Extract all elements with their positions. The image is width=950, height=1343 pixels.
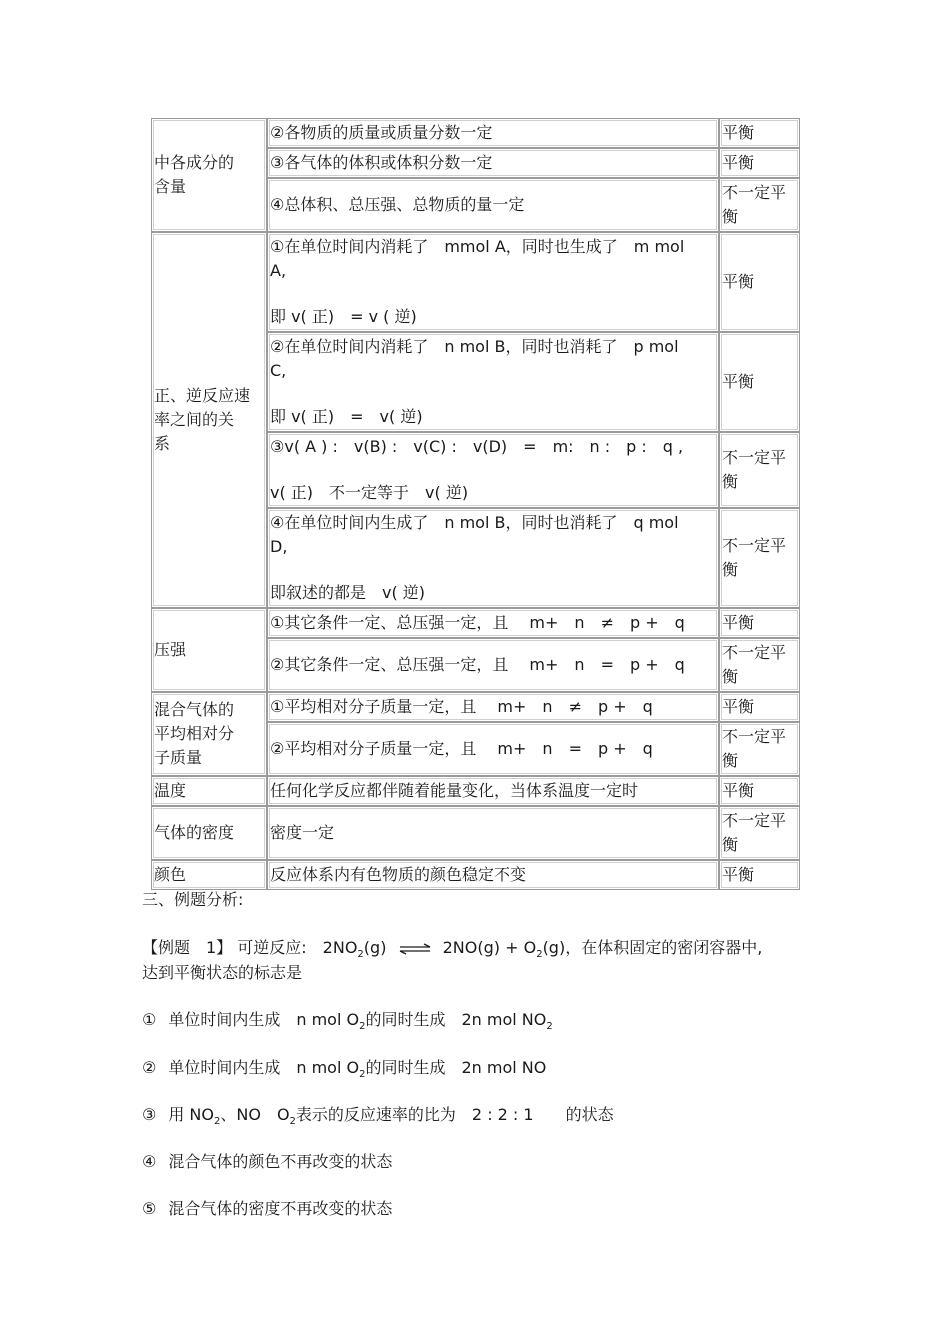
example-lead-sub: 2	[357, 949, 364, 961]
item-tail: 的同时生成 2n mol NO	[365, 1010, 547, 1029]
condition-line: 即叙述的都是 v( 逆)	[270, 583, 426, 602]
item-tail-sub: 2	[289, 1116, 296, 1128]
condition-cell	[267, 860, 719, 890]
condition-line: ③各气体的体积或体积分数一定	[270, 153, 493, 172]
category-line: 正、逆反应速	[154, 386, 251, 405]
example-products: 2NO(g) + O	[442, 938, 537, 957]
condition-line: A,	[270, 261, 287, 280]
category-line: 系	[154, 434, 171, 453]
condition-line: ③v( A ) : v(B) : v(C) : v(D) = m: n : p : q ,	[270, 437, 684, 456]
category-cell	[151, 232, 267, 608]
condition-cell	[267, 232, 719, 332]
result-line: 平衡	[722, 613, 755, 632]
section-heading: 三、例题分析:	[142, 890, 244, 909]
category-line: 压强	[154, 640, 187, 659]
result-line: 衡	[722, 751, 739, 770]
condition-cell	[267, 692, 719, 722]
result-cell	[719, 776, 800, 806]
condition-cell	[267, 722, 719, 776]
item-number: ③	[142, 1105, 157, 1124]
condition-line: v( 正) 不一定等于 v( 逆)	[270, 483, 469, 502]
category-cell	[151, 776, 267, 806]
result-line: 衡	[722, 835, 739, 854]
example-lead-tail: (g)	[363, 938, 387, 957]
category-cell	[151, 692, 267, 776]
result-cell	[719, 692, 800, 722]
result-line: 不一定平	[722, 183, 787, 202]
result-line: 平衡	[722, 123, 755, 142]
table-row	[151, 232, 800, 332]
result-cell	[719, 638, 800, 692]
category-line: 率之间的关	[154, 410, 235, 429]
condition-line: 反应体系内有色物质的颜色稳定不变	[270, 865, 527, 884]
result-line: 衡	[722, 667, 739, 686]
item-sub: 2	[359, 1069, 366, 1081]
category-line: 温度	[154, 781, 187, 800]
category-line: 中各成分的	[154, 153, 235, 172]
condition-line: ①在单位时间内消耗了 mmol A，同时也生成了 m mol	[270, 237, 685, 256]
example-products-sub: 2	[536, 949, 543, 961]
item-number: ⑤	[142, 1199, 157, 1218]
condition-line: ②各物质的质量或质量分数一定	[270, 123, 493, 142]
item-tail-sub: 2	[546, 1021, 553, 1033]
example-item	[142, 1007, 553, 1040]
category-line: 气体的密度	[154, 823, 235, 842]
condition-cell	[267, 508, 719, 608]
result-cell	[719, 806, 800, 860]
table-row	[151, 860, 800, 890]
item-rest: 表示的反应速率的比为 2 : 2 : 1 的状态	[295, 1105, 614, 1124]
condition-cell	[267, 178, 719, 232]
table-body	[151, 118, 800, 890]
result-cell	[719, 722, 800, 776]
result-line: 不一定平	[722, 536, 787, 555]
result-cell	[719, 860, 800, 890]
item-tail: 的同时生成 2n mol NO	[365, 1058, 547, 1077]
condition-line: D,	[270, 537, 288, 556]
item-sub: 2	[214, 1116, 221, 1128]
reversible-arrow-icon	[398, 943, 432, 955]
example-label: 【例题 1】	[142, 938, 233, 957]
item-text: 用 NO	[168, 1105, 214, 1124]
result-line: 平衡	[722, 153, 755, 172]
result-line: 不一定平	[722, 811, 787, 830]
example-1-line2: 达到平衡状态的标志是	[142, 963, 303, 982]
condition-cell	[267, 608, 719, 638]
result-cell	[719, 232, 800, 332]
item-number: ①	[142, 1010, 157, 1029]
result-line: 不一定平	[722, 643, 787, 662]
table-row	[151, 118, 800, 148]
item-number: ②	[142, 1058, 157, 1077]
category-cell	[151, 860, 267, 890]
example-item	[142, 1196, 392, 1222]
table-row	[151, 608, 800, 638]
result-line: 平衡	[722, 272, 755, 291]
item-text: 混合气体的颜色不再改变的状态	[168, 1152, 393, 1171]
condition-line: ②其它条件一定、总压强一定，且 m+ n = p + q	[270, 655, 685, 674]
condition-line: ②在单位时间内消耗了 n mol B，同时也消耗了 p mol	[270, 337, 679, 356]
result-line: 平衡	[722, 372, 755, 391]
result-line: 衡	[722, 207, 739, 226]
category-line: 含量	[154, 177, 187, 196]
category-line: 平均相对分	[154, 724, 235, 743]
category-cell	[151, 806, 267, 860]
condition-line: ④总体积、总压强、总物质的量一定	[270, 195, 525, 214]
condition-cell	[267, 148, 719, 178]
table-row	[151, 776, 800, 806]
result-line: 不一定平	[722, 727, 787, 746]
result-line: 衡	[722, 560, 739, 579]
result-line: 平衡	[722, 697, 755, 716]
condition-line: C,	[270, 361, 287, 380]
result-cell	[719, 148, 800, 178]
category-cell	[151, 118, 267, 232]
example-lead: 可逆反应: 2NO	[237, 938, 358, 957]
category-cell	[151, 608, 267, 692]
item-text: 单位时间内生成 n mol O	[168, 1010, 360, 1029]
condition-line: ①平均相对分子质量一定，且 m+ n ≠ p + q	[270, 697, 653, 716]
result-line: 平衡	[722, 865, 755, 884]
condition-line: ④在单位时间内生成了 n mol B，同时也消耗了 q mol	[270, 513, 679, 532]
condition-line: ①其它条件一定、总压强一定，且 m+ n ≠ p + q	[270, 613, 685, 632]
result-line: 衡	[722, 472, 739, 491]
table-row	[151, 692, 800, 722]
item-text: 混合气体的密度不再改变的状态	[168, 1199, 393, 1218]
category-line: 混合气体的	[154, 700, 235, 719]
condition-line: 即 v( 正) = v( 逆)	[270, 407, 423, 426]
result-cell	[719, 118, 800, 148]
example-item	[142, 1055, 546, 1088]
result-cell	[719, 332, 800, 432]
result-cell	[719, 178, 800, 232]
result-line: 平衡	[722, 781, 755, 800]
condition-cell	[267, 806, 719, 860]
result-cell	[719, 608, 800, 638]
condition-cell	[267, 118, 719, 148]
example-item	[142, 1102, 614, 1135]
example-item	[142, 1149, 392, 1175]
example-products-tail: (g)，在体积固定的密闭容器中,	[542, 938, 763, 957]
result-cell	[719, 508, 800, 608]
result-cell	[719, 432, 800, 508]
condition-line: 任何化学反应都伴随着能量变化，当体系温度一定时	[270, 781, 639, 800]
condition-cell	[267, 776, 719, 806]
condition-cell	[267, 638, 719, 692]
condition-line: ②平均相对分子质量一定，且 m+ n = p + q	[270, 739, 653, 758]
equilibrium-criteria-table	[151, 118, 800, 890]
condition-line: 即 v( 正) = v ( 逆)	[270, 307, 417, 326]
result-line: 不一定平	[722, 448, 787, 467]
table-row	[151, 806, 800, 860]
item-text: 单位时间内生成 n mol O	[168, 1058, 360, 1077]
condition-cell	[267, 432, 719, 508]
item-tail: 、NO O	[220, 1105, 290, 1124]
item-number: ④	[142, 1152, 157, 1171]
category-line: 子质量	[154, 748, 203, 767]
item-sub: 2	[359, 1021, 366, 1033]
category-line: 颜色	[154, 865, 187, 884]
condition-line: 密度一定	[270, 823, 335, 842]
condition-cell	[267, 332, 719, 432]
